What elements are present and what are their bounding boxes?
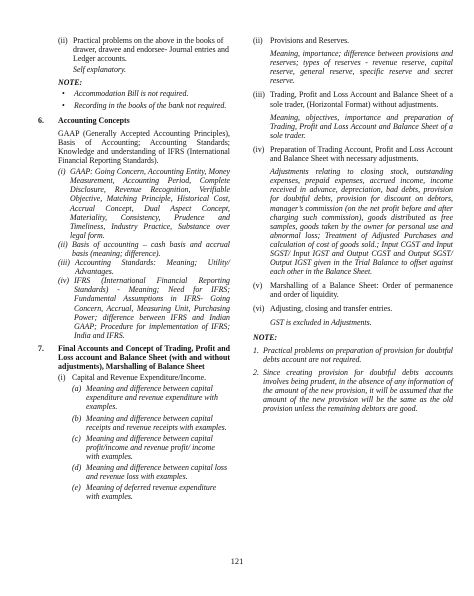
item-number: 2. [253,367,259,377]
item-number: (ii) [58,239,68,249]
item-text: Trading, Profit and Loss Account and Balance Sheet of a sole trader, (Horizontal Format) without adjustments. [270,90,453,109]
section-6-item [38,167,230,240]
item-text: Basis of accounting – cash basis and accrual basis (meaning; difference). [72,239,230,258]
item-number: (b) [72,413,82,423]
section-title: Final Accounts and Concept of Trading, Profit and Loss account and Balance Sheet (with and without adjustments), Marshalling of Balance Sheet [58,343,230,372]
section-7-item-i [38,373,230,382]
item-number: (ii) [58,36,68,45]
right-item [253,281,453,299]
item-number: (ii) [253,36,263,45]
note-point [253,368,453,413]
right-item [253,145,453,163]
page-number: 121 [230,556,244,566]
item-text: GAAP: Going Concern, Accounting Entity, Money Measurement, Accounting Period, Complete Disclosure, Revenue Recognition, Verifiable Objective, Matching Principle, Historical Cost, Accrual Concept, Dual Aspect Concept, Materiality, Consistency, Prudence and Timeliness, Industry Practice, Substance over legal form. [70,167,230,240]
section-6-item [38,258,230,276]
right-item [253,90,453,108]
section-number: 6. [38,115,44,125]
item-text: Since creating provision for doubtful debts accounts involves being prudent, in the absence of any information of the amount of the new provision, it will be assumed that the amount of the new provision will be the same as the old provision unless the remaining debtors are good. [263,367,453,414]
item-text: Meaning and difference between capital receipts and revenue receipts with examples. [86,413,227,432]
right-item [253,304,453,313]
note-heading: NOTE: [253,332,278,342]
section-7-subitem [38,483,230,501]
section-6-item [38,276,230,340]
item-text: Meaning and difference between capital profit/income and revenue profit/ income with examples. [86,433,215,461]
item-text: Accounting Standards: Meaning; Utility/ Advantages. [75,258,230,277]
section-6-item [38,240,230,258]
note-point [253,346,453,364]
item-description: GST is excluded in Adjustments. [270,317,372,327]
bullet-icon: • [62,100,65,110]
item-number: (iv) [58,276,69,286]
item-description: Adjustments relating to closing stock, outstanding expenses, prepaid expenses, accrued income, income received in advance, depreciation, bad debts, provision for doubtful debts, provision for discount on debtors, manager’s commission (on the net profit before and after charging such commission), goods distributed as free samples, goods taken by the owner for personal use and abnormal loss; Treatment of Adjusted Purchases and calculation of cost of goods sold.; Input CGST and Input SGST/ Input IGST and Output CGST and Output SGST/ Output IGST given in the Trial Balance to offset against each other in the Balance Sheet. [270,167,453,277]
section-7-subitem [38,414,230,432]
section-6-intro: GAAP (Generally Accepted Accounting Principles), Basis of Accounting; Accounting Standards; Knowledge and understanding of IFRS (International Financial Reporting Standards). [58,128,230,166]
section-title: Accounting Concepts [58,115,130,125]
item-number: (iii) [58,258,70,268]
bullet-text: Recording in the books of the bank not required. [74,100,227,110]
item-text: Preparation of Trading Account, Profit and Loss Account and Balance Sheet with necessary adjustments. [270,144,453,164]
item-text: IFRS (International Financial Reporting Standards) - Meaning; Need for IFRS; Fundamental Assumptions in IFRS- Going Concern, Accrual, Measuring Unit, Purchasing Power; difference between IFRS and Indian GAAP; Procedure for implementation of IFRS; India and IFRS. [74,276,230,340]
section-7-subitem [38,463,230,481]
item-number: (i) [58,167,66,177]
item-text: Meaning of deferred revenue expenditure with examples. [86,483,217,502]
bullet-text: Accommodation Bill is not required. [74,89,189,99]
note-bullet [38,89,230,98]
item-description: Meaning, importance; difference between provisions and reserves; types of reserves - revenue reserve, capital reserve, general reserve, specific reserve and secret reserve. [270,49,453,86]
item-text: Practical problems on preparation of provision for doubtful debts account are not required. [263,345,453,364]
left-item-ii [38,36,230,63]
item-number: (c) [72,433,81,443]
item-description: Meaning, objectives, importance and preparation of Trading, Profit and Loss Account and Balance Sheet of a sole trader. [270,112,453,140]
item-number: 1. [253,345,259,355]
item-text: Adjusting, closing and transfer entries. [270,304,393,314]
item-note: Self explanatory. [73,65,127,75]
bullet-icon: • [62,89,65,99]
section-number: 7. [38,343,44,353]
section-7-subitem [38,384,230,411]
item-text: Provisions and Reserves. [270,36,350,45]
note-bullet [38,101,230,110]
section-7-subitem [38,434,230,461]
item-number: (iii) [253,90,265,100]
right-item [253,36,453,45]
section-7-heading [38,344,230,371]
item-number: (a) [72,384,82,394]
item-text: Meaning and difference between capital loss and revenue loss with examples. [86,463,228,482]
item-text: Meaning and difference between capital expenditure and revenue expenditure with examples. [86,384,218,412]
item-number: (d) [72,463,82,473]
right-column [253,36,453,413]
item-text: Marshalling of a Balance Sheet: Order of permanence and order of liquidity. [270,281,453,300]
item-number: (e) [72,483,81,493]
item-text: Capital and Revenue Expenditure/Income. [72,373,207,383]
item-number: (i) [58,373,66,383]
item-number: (vi) [253,304,265,314]
item-number: (iv) [253,144,265,154]
item-text: Practical problems on the above in the books of drawer, drawee and endorsee- Journal entries and Ledger accounts. [73,36,229,64]
left-column [38,36,230,501]
note-heading: NOTE: [58,78,83,88]
item-number: (v) [253,281,263,291]
section-6-heading [38,116,230,125]
